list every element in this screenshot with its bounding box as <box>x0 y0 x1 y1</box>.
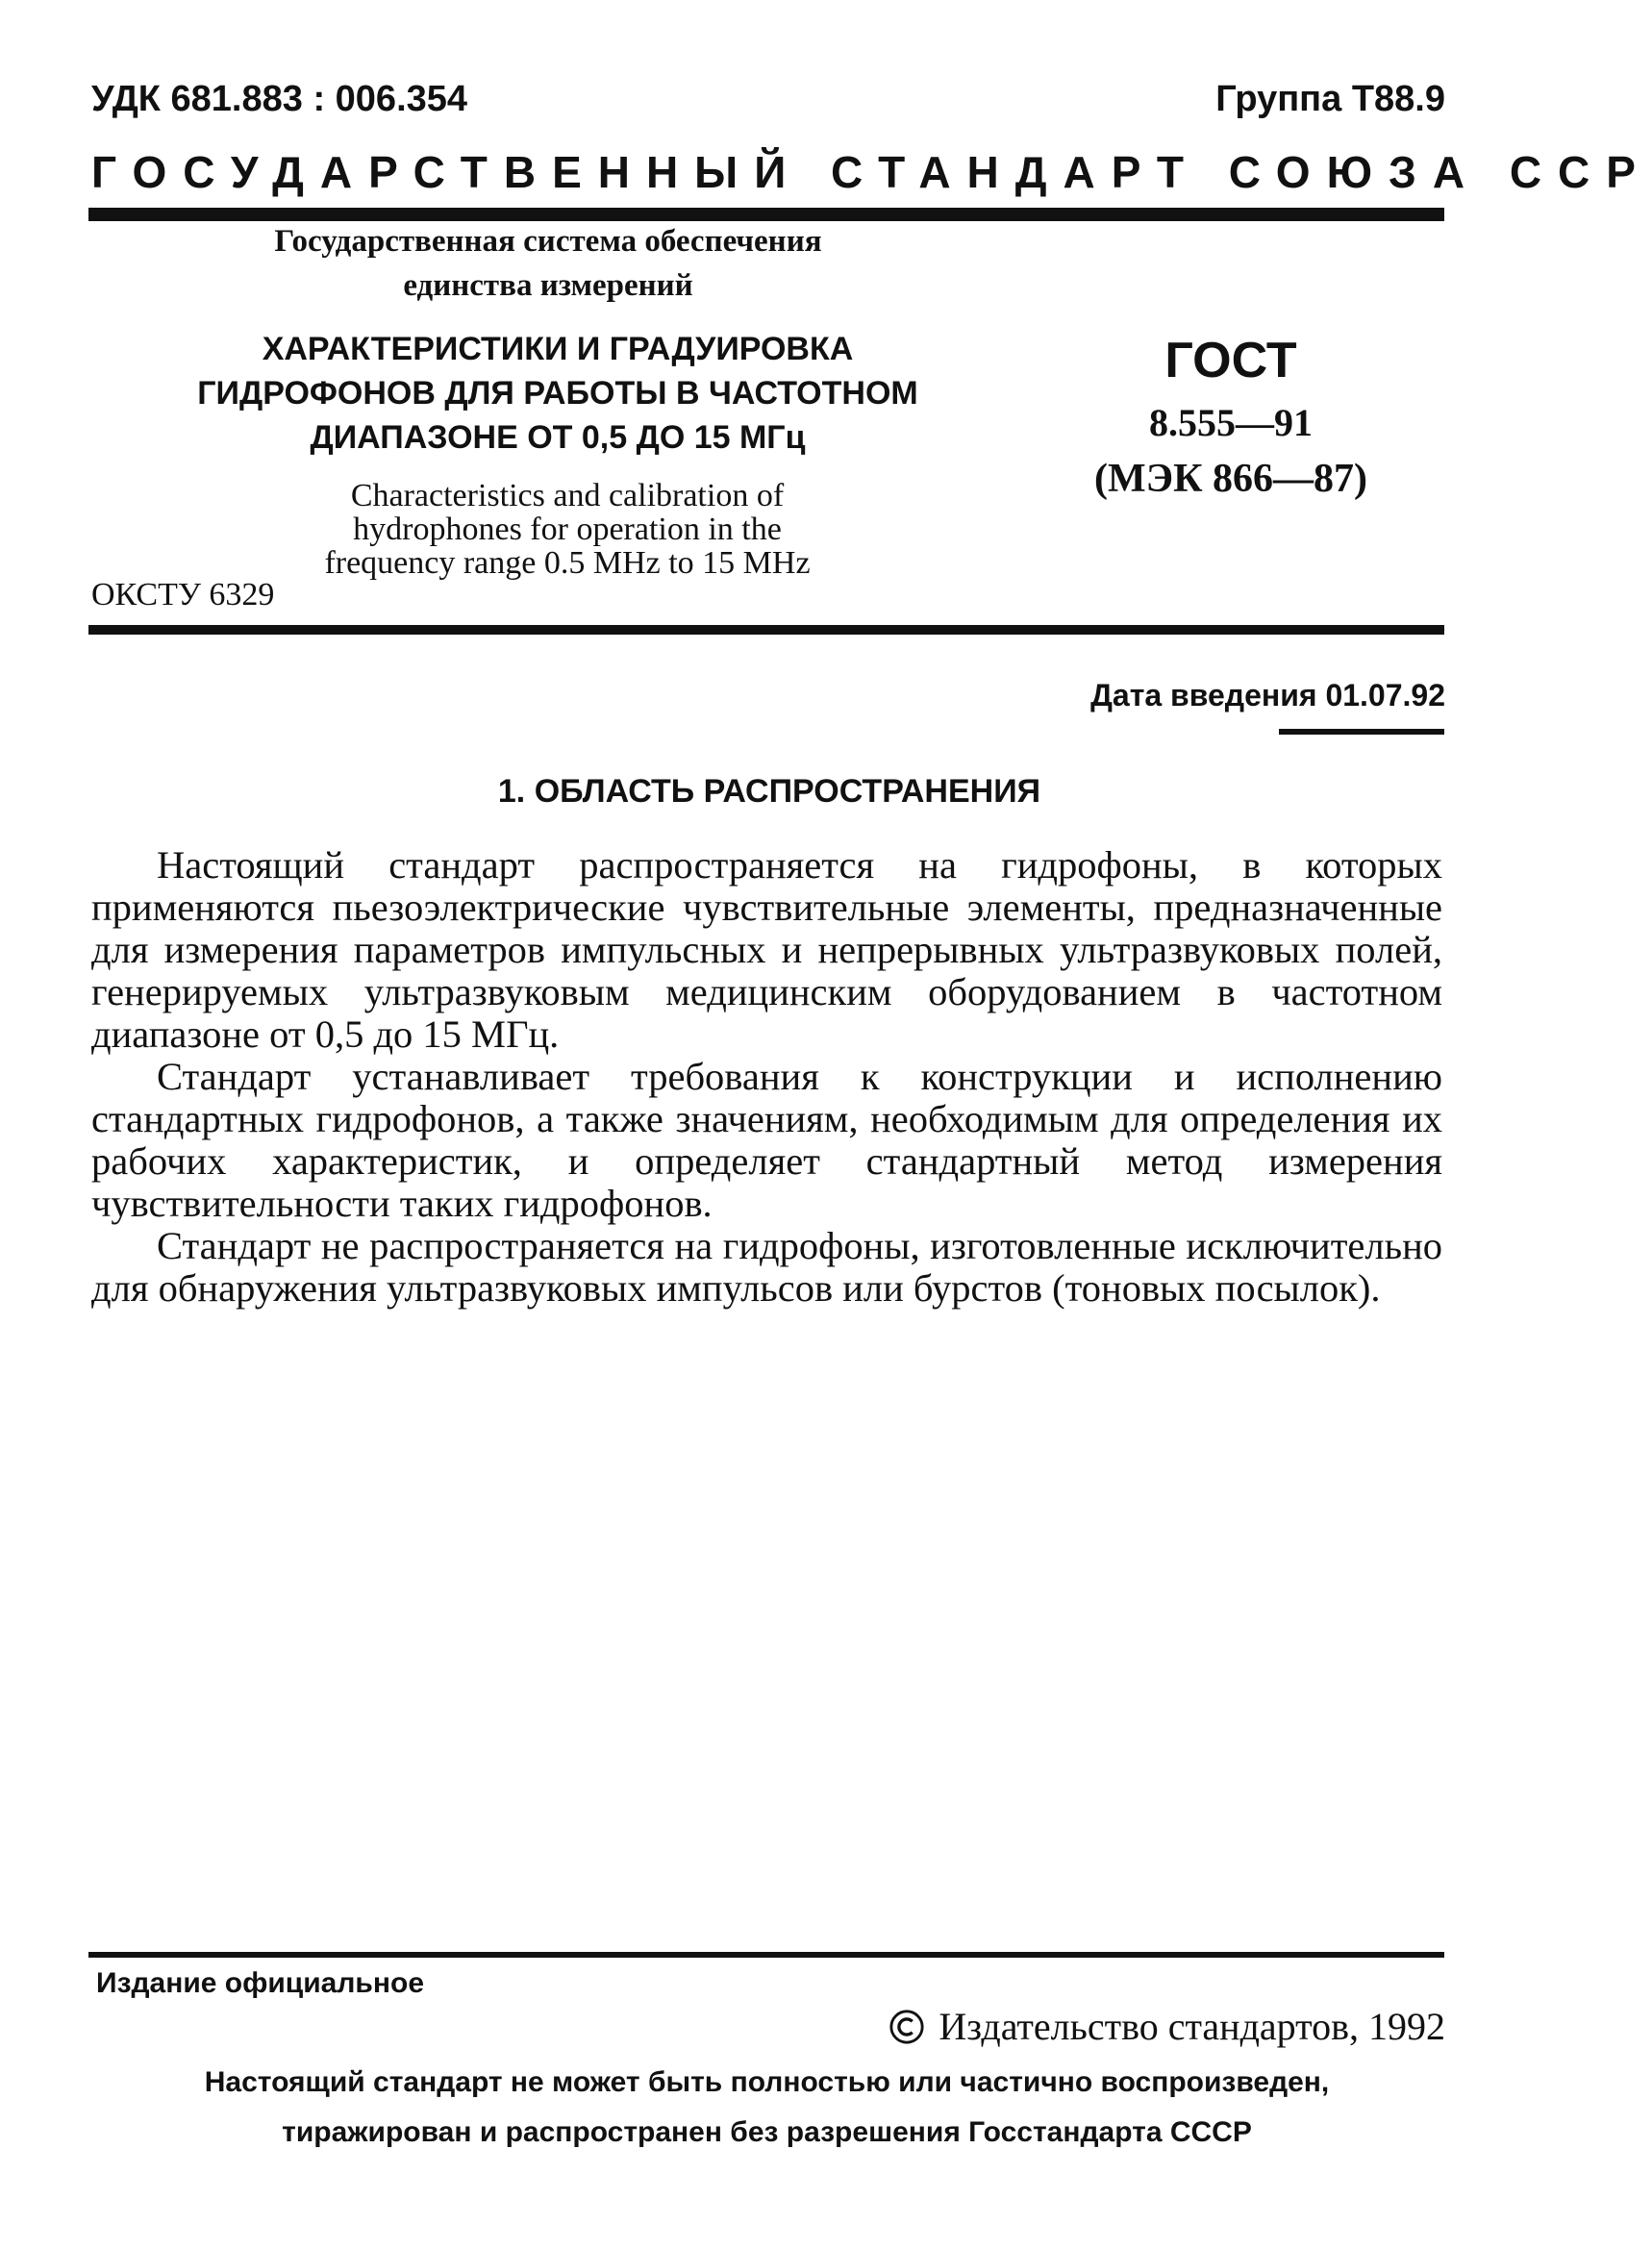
footer-rule <box>88 1952 1444 1958</box>
introduction-date: Дата введения 01.07.92 <box>1090 678 1445 712</box>
title-en-line: frequency range 0.5 MHz to 15 MHz <box>324 545 811 581</box>
system-name-line: единства измерений <box>403 268 693 303</box>
gost-designation <box>1048 327 1414 506</box>
group-code: Группа Т88.9 <box>1215 79 1445 119</box>
paragraph: Стандарт устанавливает требования к конструкции и исполнению стандартных гидрофонов, а также значениям, необходимым для определения их рабочих характеристик, и определяет стандартный метод измерения чувствительности таких гидрофонов. <box>91 1055 1442 1225</box>
title-en-line: hydrophones for operation in the <box>353 512 782 547</box>
gost-label: ГОСТ <box>1164 333 1297 388</box>
title-line: ДИАПАЗОНЕ ОТ 0,5 ДО 15 МГц <box>310 419 806 456</box>
okstu-code: ОКСТУ 6329 <box>91 577 275 612</box>
rights-line: Настоящий стандарт не может быть полностью или частично воспроизведен, <box>204 2066 1330 2098</box>
section-body <box>91 844 1442 1310</box>
title-line: ГИДРОФОНОВ ДЛЯ РАБОТЫ В ЧАСТОТНОМ <box>197 375 918 412</box>
rights-notice <box>91 2058 1442 2158</box>
title-en-line: Characteristics and calibration of <box>350 478 785 513</box>
publisher-text: Издательство стандартов, 1992 <box>939 2005 1445 2048</box>
document-title-en <box>240 479 894 580</box>
edition-label: Издание официальное <box>96 1967 425 1999</box>
document-title-ru <box>144 327 971 460</box>
date-underline <box>1279 729 1444 735</box>
paragraph: Настоящий стандарт распространяется на гидрофоны, в которых применяются пьезоэлектрические чувствительные элементы, предназначенные для измерения параметров импульсных и непрерывных ультразвуковых полей, генерируемых ультразвуковым медицинским оборудованием в частотном диапазоне от 0,5 до 15 МГц. <box>91 843 1442 1056</box>
publisher-line <box>889 2004 1445 2049</box>
copyright-icon <box>889 2009 925 2045</box>
gost-number: 8.555—91 <box>1149 401 1313 444</box>
iec-number: (МЭК 866—87) <box>1093 457 1368 501</box>
paragraph: Стандарт не распространяется на гидрофоны, изготовленные исключительно для обнаружения ультразвуковых импульсов или бурстов (тоновых посылок). <box>91 1224 1442 1310</box>
system-name-line: Государственная система обеспечения <box>274 224 822 259</box>
section-title: 1. ОБЛАСТЬ РАСПРОСТРАНЕНИЯ <box>497 773 1041 810</box>
title-line: ХАРАКТЕРИСТИКИ И ГРАДУИРОВКА <box>262 331 854 367</box>
rights-line: тиражирован и распространен без разрешения Госстандарта СССР <box>282 2116 1252 2148</box>
udk-code: УДК 681.883 : 006.354 <box>91 79 468 119</box>
title-rule <box>88 625 1444 635</box>
system-name <box>173 219 923 308</box>
state-standard-heading: ГОСУДАРСТВЕННЫЙ СТАНДАРТ СОЮЗА ССР <box>91 147 1652 197</box>
